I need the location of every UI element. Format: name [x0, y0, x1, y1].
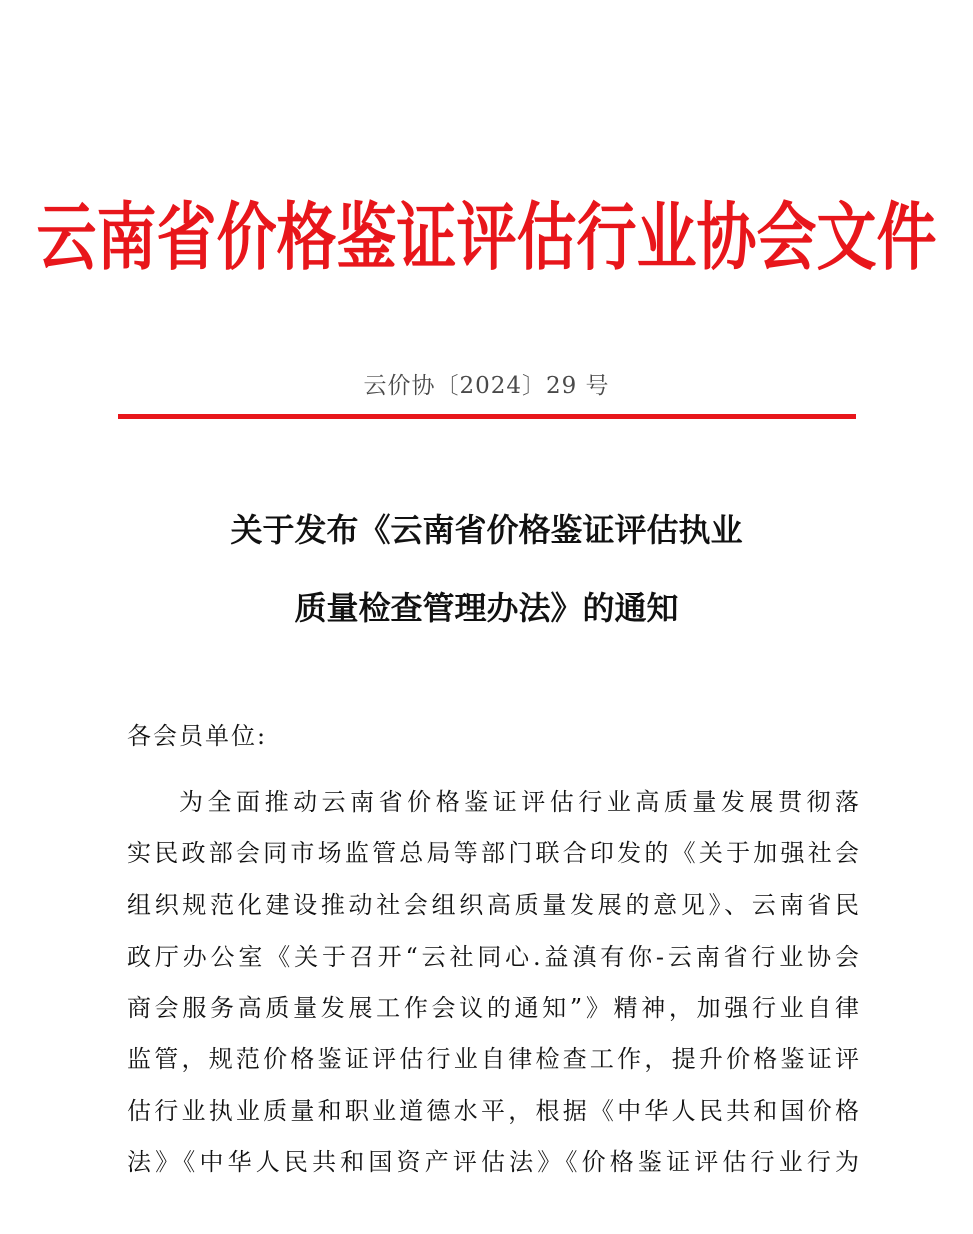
body-text-line: 监管，规范价格鉴证评估行业自律检查工作，提升价格鉴证评 [127, 1045, 859, 1073]
body-text-line: 政厅办公室《关于召开“云社同心.益滇有你-云南省行业协会 [127, 943, 859, 971]
notice-title-line-2: 质量检查管理办法》的通知 [294, 589, 679, 627]
body-text-line: 组织规范化建设推动社会组织高质量发展的意见》、云南省民 [127, 891, 859, 919]
body-text-line: 实民政部会同市场监管总局等部门联合印发的《关于加强社会 [127, 839, 859, 867]
salutation: 各会员单位: [127, 722, 268, 750]
document-number: 云价协〔2024〕29 号 [363, 373, 610, 399]
body-text-line: 为全面推动云南省价格鉴证评估行业高质量发展贯彻落 [179, 788, 859, 816]
masthead-title: 云南省价格鉴证评估行业协会文件 [36, 195, 937, 281]
notice-title-line-1: 关于发布《云南省价格鉴证评估执业 [230, 511, 743, 549]
red-divider-line [118, 414, 856, 419]
body-text-line: 商会服务高质量发展工作会议的通知”》精神，加强行业自律 [127, 994, 859, 1022]
body-text-line: 法》《中华人民共和国资产评估法》《价格鉴证评估行业行为 [127, 1148, 859, 1176]
body-text-line: 估行业执业质量和职业道德水平，根据《中华人民共和国价格 [127, 1097, 859, 1125]
